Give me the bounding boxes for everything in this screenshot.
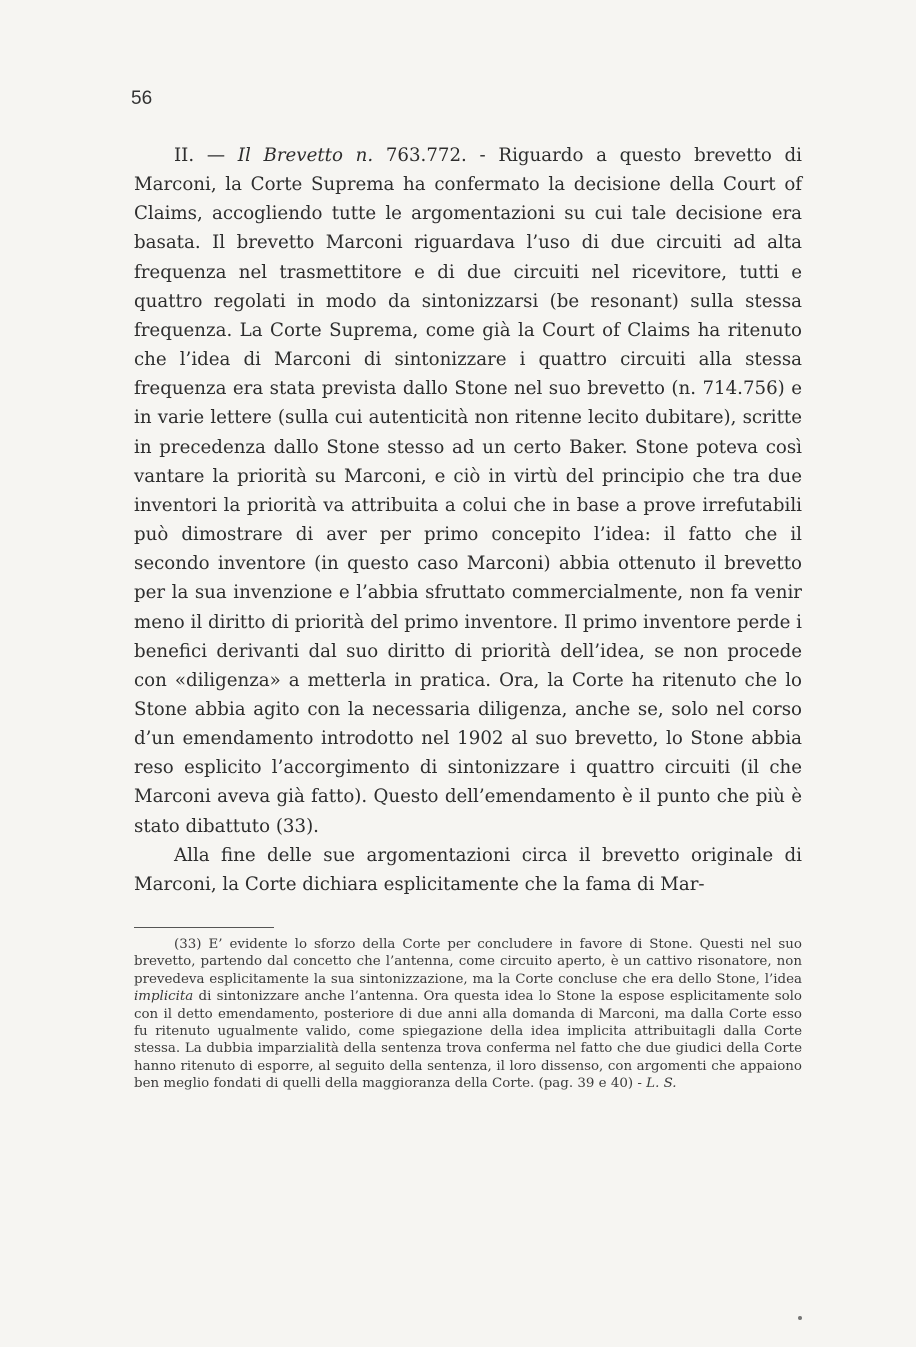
paragraph-2: Alla fine delle sue argomentazioni circa il brevetto originale di Marconi, la Corte dichiara esplicitamente che la fama di Mar-: [134, 844, 802, 895]
footnote-divider: [134, 927, 274, 928]
paragraph-1-text: - Riguardo a questo brevetto di Marconi, la Corte Suprema ha confermato la decisione della Court of Claims, accogliendo tutte le argomentazioni su cui tale decisione era basata. Il brevetto Marconi riguardava l’uso di due circuiti ad alta frequenza nel trasmettitore e di due circuiti nel ricevitore, tutti e quattro regolati in modo da sintonizzarsi (be resonant) sulla stessa frequenza. La Corte Suprema, come già la Court of Claims ha ritenuto che l’idea di Marconi di sintonizzare i quattro circuiti alla stessa frequenza era stata prevista dallo Stone nel suo brevetto (n. 714.756) e in varie lettere (sulla cui autenticità non ritenne lecito dubitare), scritte in precedenza dallo Stone stesso ad un certo Baker. Stone poteva così vantare la priorità su Marconi, e ciò in virtù del principio che tra due inventori la priorità va attribuita a colui che in base a prove irrefutabili può dimostrare di aver per primo concepito l’idea: il fatto che il secondo inventore (in questo caso Marconi) abbia ottenuto il brevetto per la sua invenzione e l’abbia sfruttato commercialmente, non fa venir meno il diritto di priorità del primo inventore. Il primo inventore perde i benefici derivanti dal suo diritto di priorità dell’idea, se non procede con «diligenza» a metterla in pratica. Ora, la Corte ha ritenuto che lo Stone abbia agito con la necessaria diligenza, anche se, solo nel corso d’un emendamento introdotto nel 1902 al suo brevetto, lo Stone abbia reso esplicito l’accorgimento di sintonizzare i quattro circuiti (il che Marconi aveva già fatto). Questo dell’emendamento è il punto che più è stato dibattuto (33).: [134, 145, 802, 837]
footnote-text-2: di sintonizzare anche l’antenna. Ora questa idea lo Stone la espose esplicitamente solo con il detto emendamento, posteriore di due anni alla domanda di Marconi, ma dalla Corte esso fu ritenuto ugualmente valido, come spiegazione della idea implicita attribuitagli dalla Corte stessa. La dubbia imparzialità della sentenza trova conferma nel fatto che due giudici della Corte hanno ritenuto di esporre, al seguito della sentenza, il loro dissenso, con argomenti che appaiono ben meglio fondati di quelli della maggioranza della Corte. (pag. 39 e 40) -: [134, 989, 802, 1092]
patent-number: 763.772.: [385, 145, 467, 166]
page-number: 56: [131, 88, 153, 109]
paragraph-1: [134, 141, 802, 841]
footnote-text-1: E’ evidente lo sforzo della Corte per concludere in favore di Stone. Questi nel suo brevetto, partendo dal concetto che l’antenna, come circuito aperto, è un cattivo risonatore, non prevedeva esplicitamente la sua sintonizzazione, ma la Corte concluse che era dello Stone, l’idea: [134, 937, 802, 987]
footnote-signature: L. S.: [646, 1076, 677, 1092]
section-title: Il Brevetto n.: [237, 145, 374, 166]
body-text: [134, 141, 802, 899]
footnote-italic-word: implicita: [134, 989, 194, 1005]
footnote-marker: (33): [174, 937, 202, 952]
scan-speck: [798, 1316, 802, 1320]
footnote-paragraph: [134, 936, 802, 1093]
section-label: II. —: [174, 145, 226, 166]
footnote: [134, 936, 802, 1093]
